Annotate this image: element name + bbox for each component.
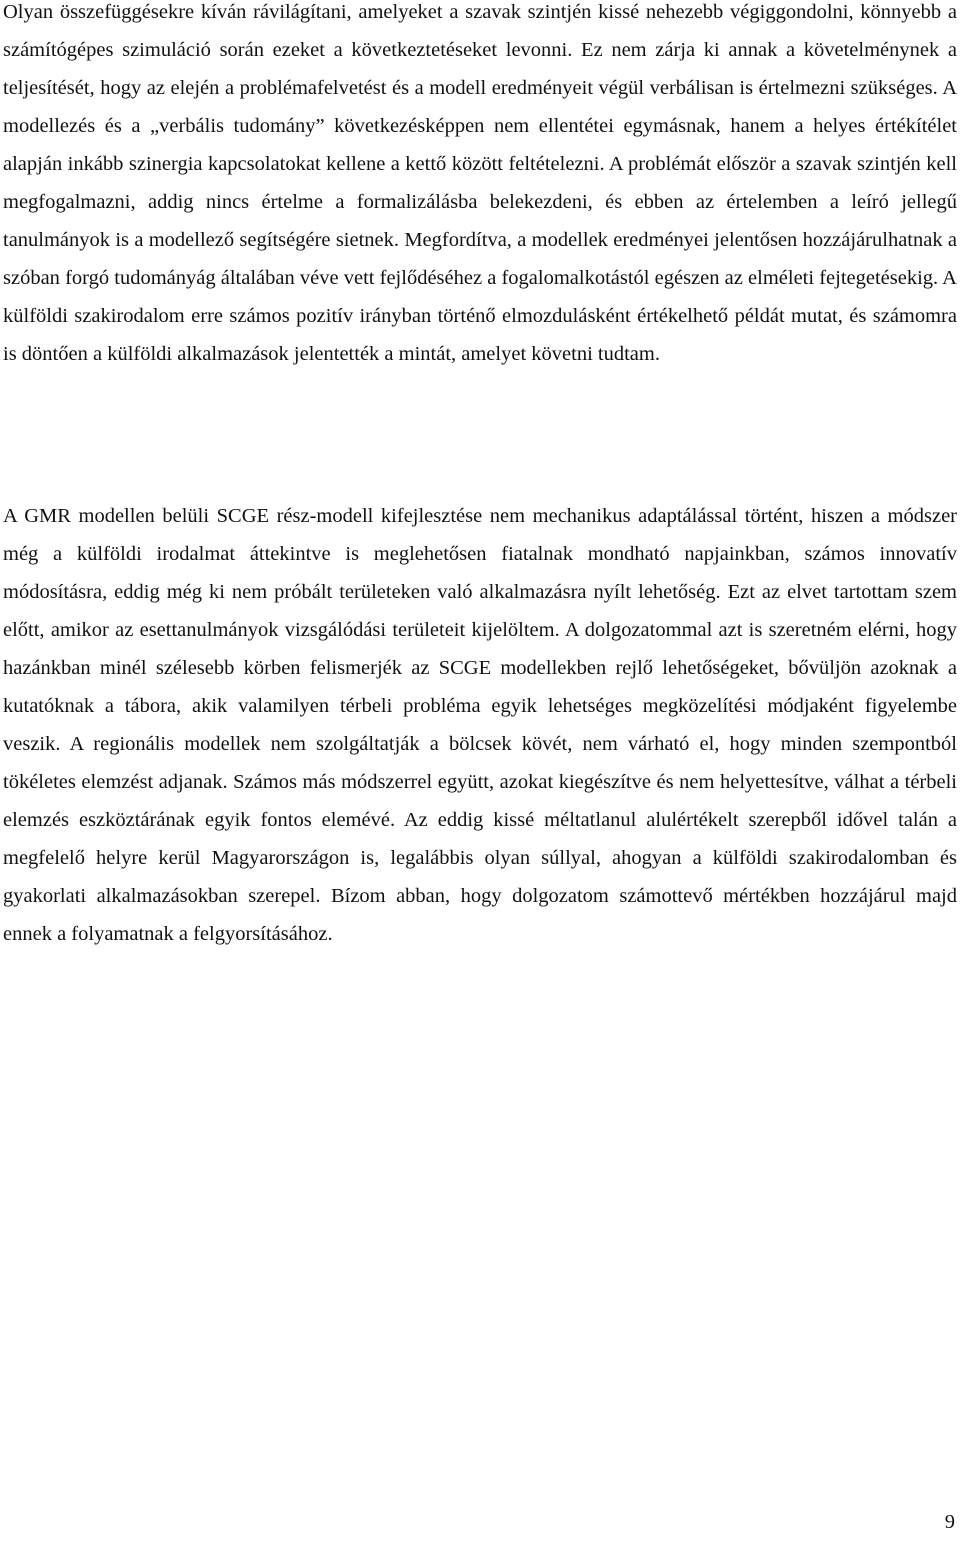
body-paragraph-1: Olyan összefüggésekre kíván rávilágítani, amelyeket a szavak szintjén kissé nehezebb végiggondolni, könnyebb a számítógépes szimuláció során ezeket a következtetéseket levonni. Ez nem zárja ki annak a követelménynek a teljesítését, hogy az elején a problémafelvetést és a modell eredményeit végül verbálisan is értelmezni szükséges. A modellezés és a „verbális tudomány” következésképpen nem ellentétei egymásnak, hanem a helyes értékítélet alapján inkább szinergia kapcsolatokat kellene a kettő között feltételezni. A problémát először a szavak szintjén kell megfogalmazni, addig nincs értelme a formalizálásba belekezdeni, és ebben az értelemben a leíró jellegű tanulmányok is a modellező segítségére sietnek. Megfordítva, a modellek eredményei jelentősen hozzájárulhatnak a szóban forgó tudományág általában véve vett fejlődéséhez a fogalomalkotástól egészen az elméleti fejtegetésekig. A külföldi szakirodalom erre számos pozitív irányban történő elmozdulásként értékelhető példát mutat, és számomra is döntően a külföldi alkalmazások jelentették a mintát, amelyet követni tudtam. <box>3 1 957 365</box>
body-paragraph-2: A GMR modellen belüli SCGE rész-modell kifejlesztése nem mechanikus adaptálással történt, hiszen a módszer még a külföldi irodalmat áttekintve is meglehetősen fiatalnak mondható napjainkban, számos innovatív módosításra, eddig még ki nem próbált területeken való alkalmazásra nyílt lehetőség. Ezt az elvet tartottam szem előtt, amikor az esettanulmányok vizsgálódási területeit kijelöltem. A dolgozatommal azt is szeretném elérni, hogy hazánkban minél szélesebb körben felismerjék az SCGE modellekben rejlő lehetőségeket, bővüljön azoknak a kutatóknak a tábora, akik valamilyen térbeli probléma egyik lehetséges megközelítési módjaként figyelembe veszik. A regionális modellek nem szolgáltatják a bölcsek kövét, nem várható el, hogy minden szempontból tökéletes elemzést adjanak. Számos más módszerrel együtt, azokat kiegészítve és nem helyettesítve, válhat a térbeli elemzés eszköztárának egyik fontos elemévé. Az eddig kissé méltatlanul alulértékelt szerepből idővel talán a megfelelő helyre kerül Magyarországon is, legalábbis olyan súllyal, ahogyan a külföldi szakirodalomban és gyakorlati alkalmazásokban szerepel. Bízom abban, hogy dolgozatom számottevő mértékben hozzájárul majd ennek a folyamatnak a felgyorsításához. <box>3 505 957 945</box>
page-number: 9 <box>944 1511 955 1533</box>
